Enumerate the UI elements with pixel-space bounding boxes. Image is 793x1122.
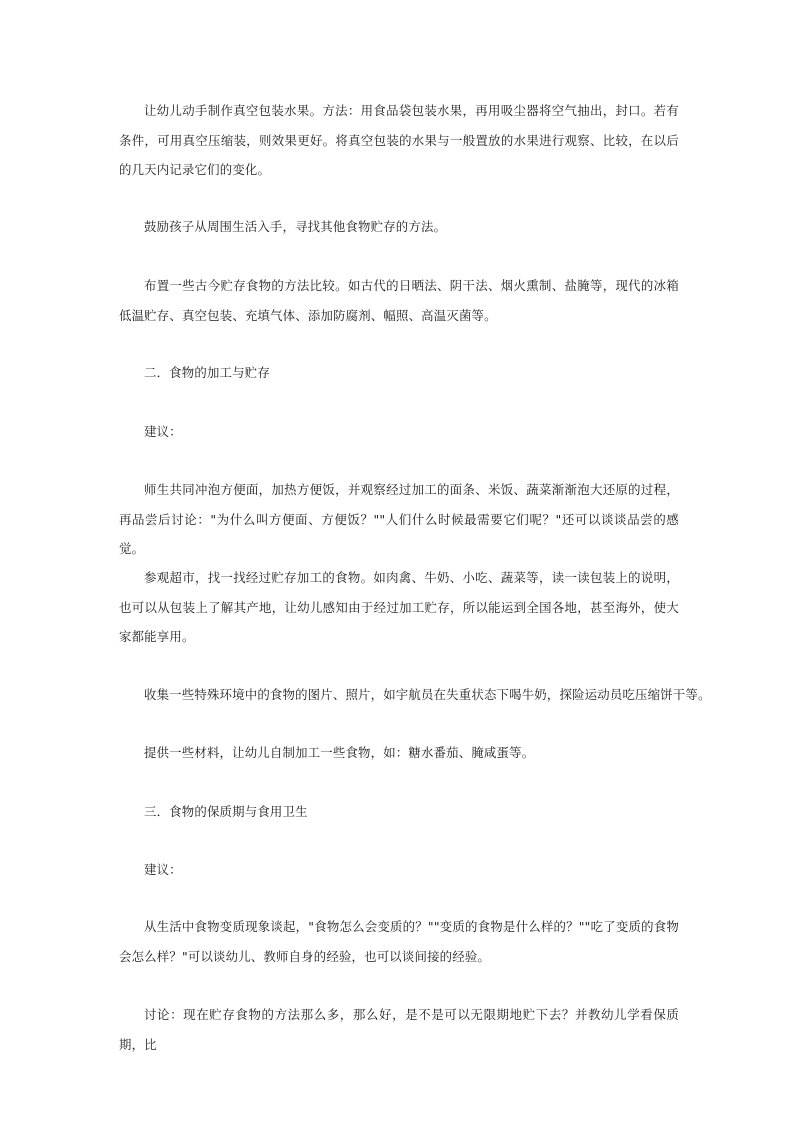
section-heading-shelf-life-hygiene: 三．食物的保质期与食用卫生 bbox=[144, 804, 308, 819]
suggestion-label-2: 建议： bbox=[144, 862, 182, 877]
suggestion-label: 建议： bbox=[144, 424, 182, 439]
paragraph-storage-comparison: 布置一些古今贮存食物的方法比较。如古代的日晒法、阴干法、烟火熏制、盐腌等，现代的冰箱低温贮存、真空包装、充填气体、添加防腐剂、幅照、高温灭菌等。 bbox=[119, 278, 679, 323]
paragraph-food-spoilage: 从生活中食物变质现象谈起，"食物怎么会变质的？""变质的食物是什么样的？""吃了变质的食物会怎么样？"可以谈幼儿、教师自身的经验，也可以谈间接的经验。 bbox=[119, 919, 679, 964]
section-heading-processing-storage: 二．食物的加工与贮存 bbox=[144, 365, 270, 380]
paragraph-encourage-children: 鼓励孩子从周围生活入手，寻找其他食物贮存的方法。 bbox=[144, 219, 447, 234]
paragraph-special-environment-food: 收集一些特殊环境中的食物的图片、照片，如宇航员在失重状态下喝牛奶，探险运动员吃压缩饼干等。 bbox=[144, 687, 711, 702]
paragraph-self-made-food: 提供一些材料，让幼儿自制加工一些食物，如：糖水番茄、腌咸蛋等。 bbox=[144, 745, 535, 760]
paragraph-instant-noodles: 师生共同冲泡方便面，加热方便饭，并观察经过加工的面条、米饭、蔬菜渐渐泡大还原的过程，再品尝后讨论："为什么叫方便面、方便饭？""人们什么时候最需要它们呢？"还可以谈谈品尝的感觉。 bbox=[119, 482, 679, 556]
paragraph-supermarket-visit: 参观超市，找一找经过贮存加工的食物。如肉禽、牛奶、小吃、蔬菜等，读一读包装上的说明，也可以从包装上了解其产地，让幼儿感知由于经过加工贮存，所以能运到全国各地，甚至海外，使大家都能享用。 bbox=[119, 570, 679, 644]
paragraph-vacuum-packing: 让幼儿动手制作真空包装水果。方法：用食品袋包装水果，再用吸尘器将空气抽出，封口。若有条件，可用真空压缩装，则效果更好。将真空包装的水果与一般置放的水果进行观察、比较，在以后的几天内记录它们的变化。 bbox=[119, 103, 679, 177]
paragraph-shelf-life-discussion: 讨论：现在贮存食物的方法那么多，那么好，是不是可以无限期地贮下去？并教幼儿学看保质期，比 bbox=[119, 1007, 679, 1052]
